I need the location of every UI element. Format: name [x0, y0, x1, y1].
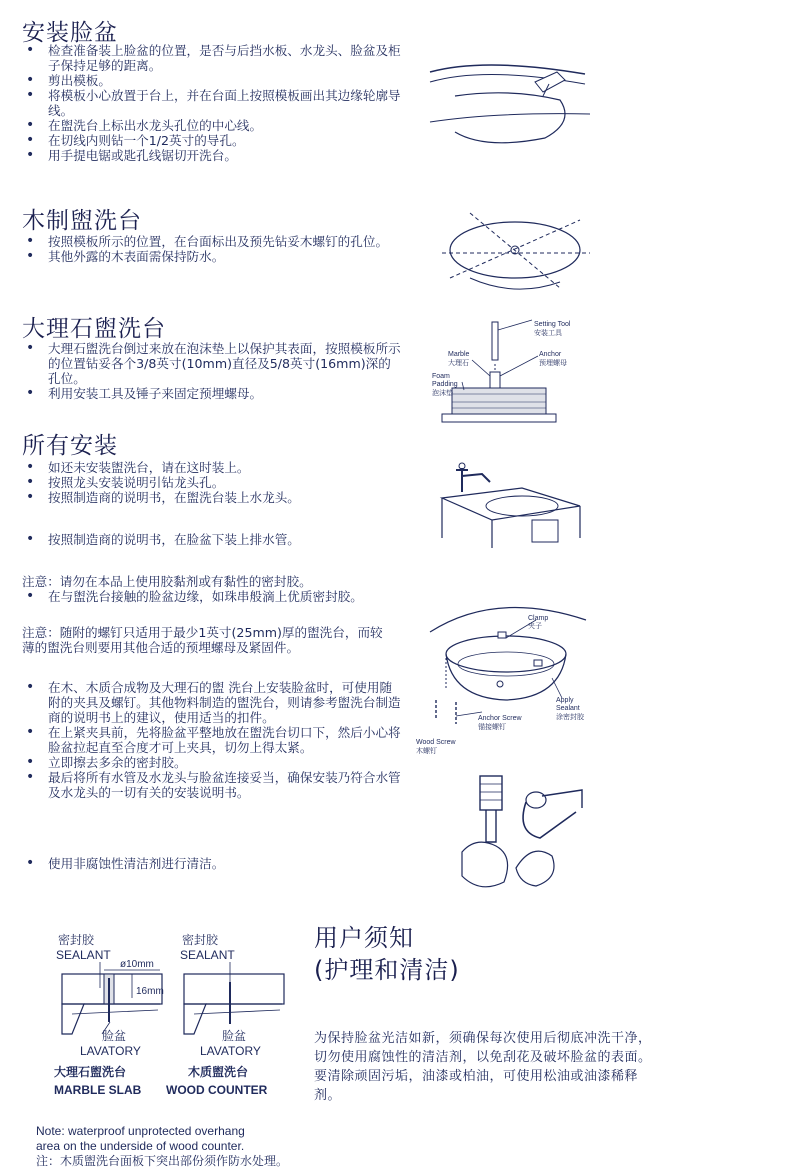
left-sealant-cn: 密封胶	[58, 933, 95, 947]
section-title-wood-vanity: 木制盥洗台	[22, 208, 142, 234]
right-sealant-cn: 密封胶	[182, 933, 219, 947]
label-padding: Padding	[432, 381, 458, 388]
list-item: • 其他外露的木表面需保持防水。	[22, 249, 402, 264]
list-item: • 检查准备装上脸盆的位置，是否与后挡水板、水龙头、脸盆及柜子保持足够的距离。	[22, 43, 402, 73]
user-notice-body: 为保持脸盆光洁如新，须确保每次使用后彻底冲洗干净，切勿使用腐蚀性的清洁剂，以免刮花及破坏脸盆的表面。要清除顽固污垢，油漆或柏油，可使用松油或油漆稀释剂。	[314, 1031, 652, 1103]
list-item: • 按照制造商的说明书，在脸盆下装上排水管。	[22, 532, 402, 547]
sealant-list	[22, 589, 402, 604]
label-anchor-screw: Anchor Screw	[478, 715, 522, 722]
label-wood-screw-cn: 木螺钉	[416, 748, 437, 755]
list-item: • 在盥洗台上标出水龙头孔位的中心线。	[22, 118, 402, 133]
wood-counter-en: WOOD COUNTER	[166, 1083, 268, 1097]
bottom-note-line: area on the underside of wood counter.	[36, 1139, 245, 1153]
list-item: • 将模板小心放置于台上，并在台面上按照模板画出其边缘轮廓导线。	[22, 88, 402, 118]
label-clamp: Clamp	[528, 615, 549, 622]
label-marble: Marble	[448, 351, 470, 358]
list-item: • 按照模板所示的位置，在台面标出及预先钻妥木螺钉的孔位。	[22, 234, 402, 249]
list-item: • 按照制造商的说明书，在盥洗台装上水龙头。	[22, 490, 402, 505]
label-apply: Apply	[556, 697, 574, 704]
user-notice-title: 用户须知	[314, 924, 414, 952]
list-item: • 如还未安装盥洗台，请在这时装上。	[22, 460, 402, 475]
marble-anchor-illustration	[432, 318, 592, 428]
label-sealant: Sealant	[556, 705, 580, 712]
bottom-note	[36, 1124, 288, 1169]
label-setting-tool-cn: 安装工具	[534, 330, 562, 337]
clamp-installation-illustration	[416, 598, 596, 758]
bottom-note-line: 注：木质盥洗台面板下突出部份须作防水处理。	[36, 1154, 289, 1168]
label-anchor-cn: 预埋螺母	[539, 360, 567, 367]
faucet-vanity-illustration	[432, 458, 582, 548]
all-install-list	[22, 460, 402, 505]
dim-16mm: 16mm	[136, 986, 164, 997]
list-item: • 在木、木质合成物及大理石的盥 洗台上安装脸盆时，可使用随附的夹具及螺钉。其他物料制造的盥洗台，则请参考盥洗台制造商的说明书上的建议，使用适当的扣件。	[22, 680, 402, 725]
label-anchor: Anchor	[539, 351, 562, 358]
cleaning-list	[22, 856, 402, 871]
template-tracing-illustration	[425, 52, 595, 152]
marble-vanity-list	[22, 341, 402, 401]
list-item: • 最后将所有水管及水龙头与脸盆连接妥当，确保安装乃符合水管及水龙头的一切有关的安装说明书。	[22, 770, 402, 800]
section-title-marble-vanity: 大理石盥洗台	[22, 316, 166, 342]
list-item: • 用手提电锯或匙孔线锯切开洗台。	[22, 148, 402, 163]
list-item: • 利用安装工具及锤子来固定预埋螺母。	[22, 386, 402, 401]
wood-counter-cn: 木质盥洗台	[188, 1065, 249, 1079]
list-item: • 大理石盥洗台倒过来放在泡沫垫上以保护其表面，按照模板所示的位置钻妥各个3/8英寸(10mm)直径及5/8英寸(16mm)深的孔位。	[22, 341, 402, 386]
section-title-all-install: 所有安装	[22, 433, 118, 459]
wood-vanity-list	[22, 234, 402, 264]
note-screws: 注意：随附的螺钉只适用于最少1英寸(25mm)厚的盥洗台，而较薄的盥洗台则要用其他合适的预埋螺母及紧固件。	[22, 625, 383, 655]
drain-pipe-illustration	[456, 772, 586, 897]
installation-steps-list	[22, 680, 402, 800]
label-setting-tool: Setting Tool	[534, 321, 571, 328]
list-item: • 在上紧夹具前，先将脸盆平整地放在盥洗台切口下，然后小心将脸盆拉起直至合度才可上夹具，切勿上得太紧。	[22, 725, 402, 755]
marble-slab-cn: 大理石盥洗台	[54, 1065, 127, 1079]
left-sealant-en: SEALANT	[56, 948, 111, 962]
label-foam-padding-cn: 泡沫垫	[432, 390, 453, 397]
sealant-cross-section-figure	[48, 930, 298, 1100]
left-lavatory-cn: 脸盆	[102, 1029, 127, 1043]
label-marble-cn: 大理石	[448, 360, 469, 367]
label-apply-sealant-cn: 涂密封胶	[556, 714, 584, 721]
list-item: • 按照龙头安装说明引钻龙头孔。	[22, 475, 402, 490]
right-lavatory-en: LAVATORY	[200, 1044, 261, 1058]
label-clamp-cn: 夹子	[528, 623, 542, 630]
list-item: • 使用非腐蚀性清洁剂进行清洁。	[22, 856, 402, 871]
left-lavatory-en: LAVATORY	[80, 1044, 141, 1058]
list-item: • 在与盥洗台接触的脸盆边缘，如珠串般滴上优质密封胶。	[22, 589, 402, 604]
label-foam: Foam	[432, 373, 450, 380]
user-notice-subtitle: (护理和清洁)	[314, 956, 460, 984]
install-basin-list	[22, 43, 402, 163]
section-title-install-basin: 安装脸盆	[22, 20, 118, 46]
bottom-note-line: Note: waterproof unprotected overhang	[36, 1124, 245, 1138]
list-item: • 剪出模板。	[22, 73, 402, 88]
drain-list	[22, 532, 402, 547]
right-lavatory-cn: 脸盆	[222, 1029, 247, 1043]
marble-slab-en: MARBLE SLAB	[54, 1083, 142, 1097]
dim-10mm: ø10mm	[120, 959, 154, 970]
label-wood-screw: Wood Screw	[416, 739, 456, 746]
wood-vanity-oval-illustration	[440, 208, 590, 298]
list-item: • 立即擦去多余的密封胶。	[22, 755, 402, 770]
right-sealant-en: SEALANT	[180, 948, 235, 962]
label-anchor-screw-cn: 锚接螺钉	[478, 724, 506, 731]
list-item: • 在切线内则钻一个1/2英寸的导孔。	[22, 133, 402, 148]
note-adhesive: 注意：请勿在本品上使用胶黏剂或有黏性的密封胶。	[22, 574, 312, 589]
